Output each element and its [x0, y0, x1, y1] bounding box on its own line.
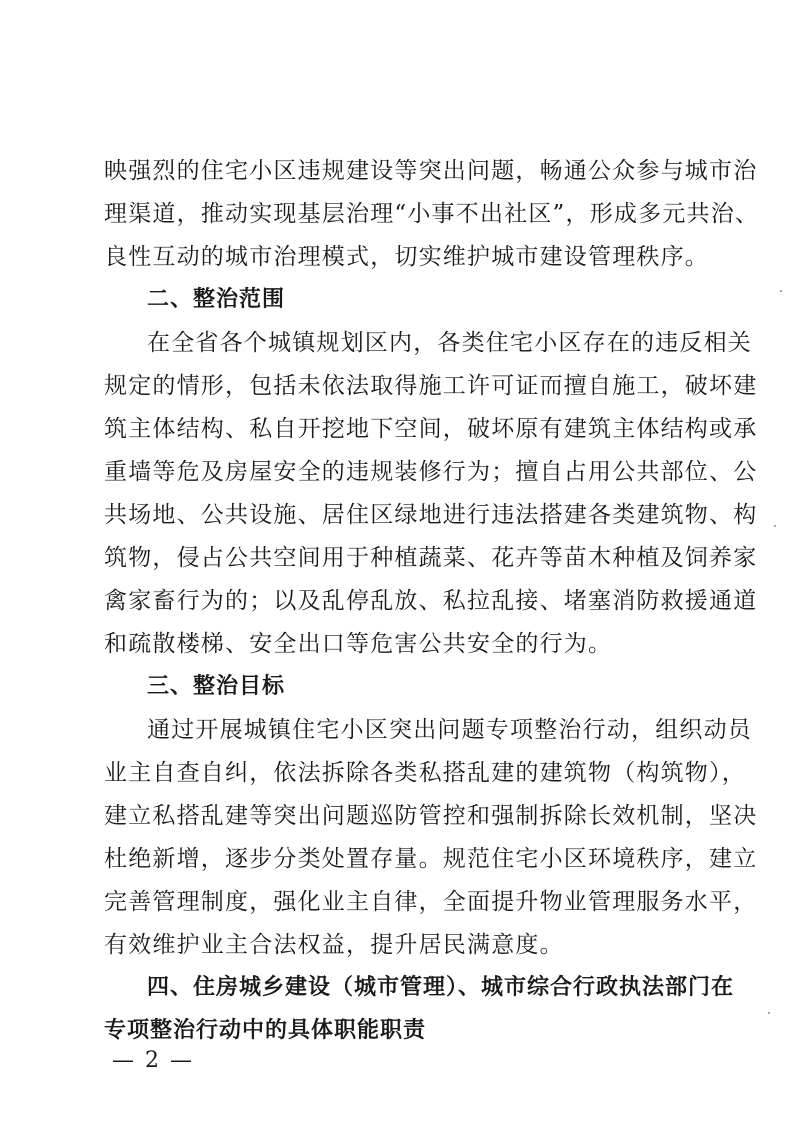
text-line: 禽家畜行为的；以及乱停乱放、私拉乱接、堵塞消防救援通道	[104, 588, 758, 614]
text-line: 良性互动的城市治理模式，切实维护城市建设管理秩序。	[104, 244, 709, 270]
text-line: 映强烈的住宅小区违规建设等突出问题，畅通公众参与城市治	[104, 158, 758, 184]
text-line: 通过开展城镇住宅小区突出问题专项整治行动，组织动员	[147, 717, 752, 743]
scan-speck	[774, 525, 776, 527]
text-line: 规定的情形，包括未依法取得施工许可证而擅自施工，破坏建	[104, 373, 758, 399]
text-line: 杜绝新增，逐步分类处置存量。规范住宅小区环境秩序，建立	[104, 846, 758, 872]
text-line: 建立私搭乱建等突出问题巡防管控和强制拆除长效机制，坚决	[104, 803, 758, 829]
text-line: 完善管理制度，强化业主自律，全面提升物业管理服务水平，	[104, 889, 758, 915]
text-line: 筑主体结构、私自开挖地下空间，破坏原有建筑主体结构或承	[104, 416, 758, 442]
text-line: 有效维护业主合法权益，提升居民满意度。	[104, 932, 564, 958]
text-line: 共场地、公共设施、居住区绿地进行违法搭建各类建筑物、构	[104, 502, 758, 528]
text-line: 理渠道，推动实现基层治理“小事不出社区”，形成多元共治、	[104, 201, 760, 227]
scan-speck	[768, 1012, 770, 1014]
text-line: 重墙等危及房屋安全的违规装修行为；擅自占用公共部位、公	[104, 459, 758, 485]
section-heading-4: 四、住房城乡建设（城市管理）、城市综合行政执法部门在	[147, 975, 735, 1000]
text-line: 在全省各个城镇规划区内，各类住宅小区存在的违反相关	[147, 330, 752, 356]
section-heading-3: 三、整治目标	[147, 674, 286, 699]
section-heading-4-cont: 专项整治行动中的具体职能职责	[104, 1018, 427, 1043]
text-line: 和疏散楼梯、安全出口等危害公共安全的行为。	[104, 631, 613, 657]
text-line: 筑物，侵占公共空间用于种植蔬菜、花卉等苗木种植及饲养家	[104, 545, 758, 571]
scan-speck	[780, 290, 782, 292]
section-heading-2: 二、整治范围	[147, 287, 286, 312]
page-number: — 2 —	[112, 1048, 194, 1073]
text-line: 业主自查自纠，依法拆除各类私搭乱建的建筑物（构筑物），	[104, 760, 746, 786]
